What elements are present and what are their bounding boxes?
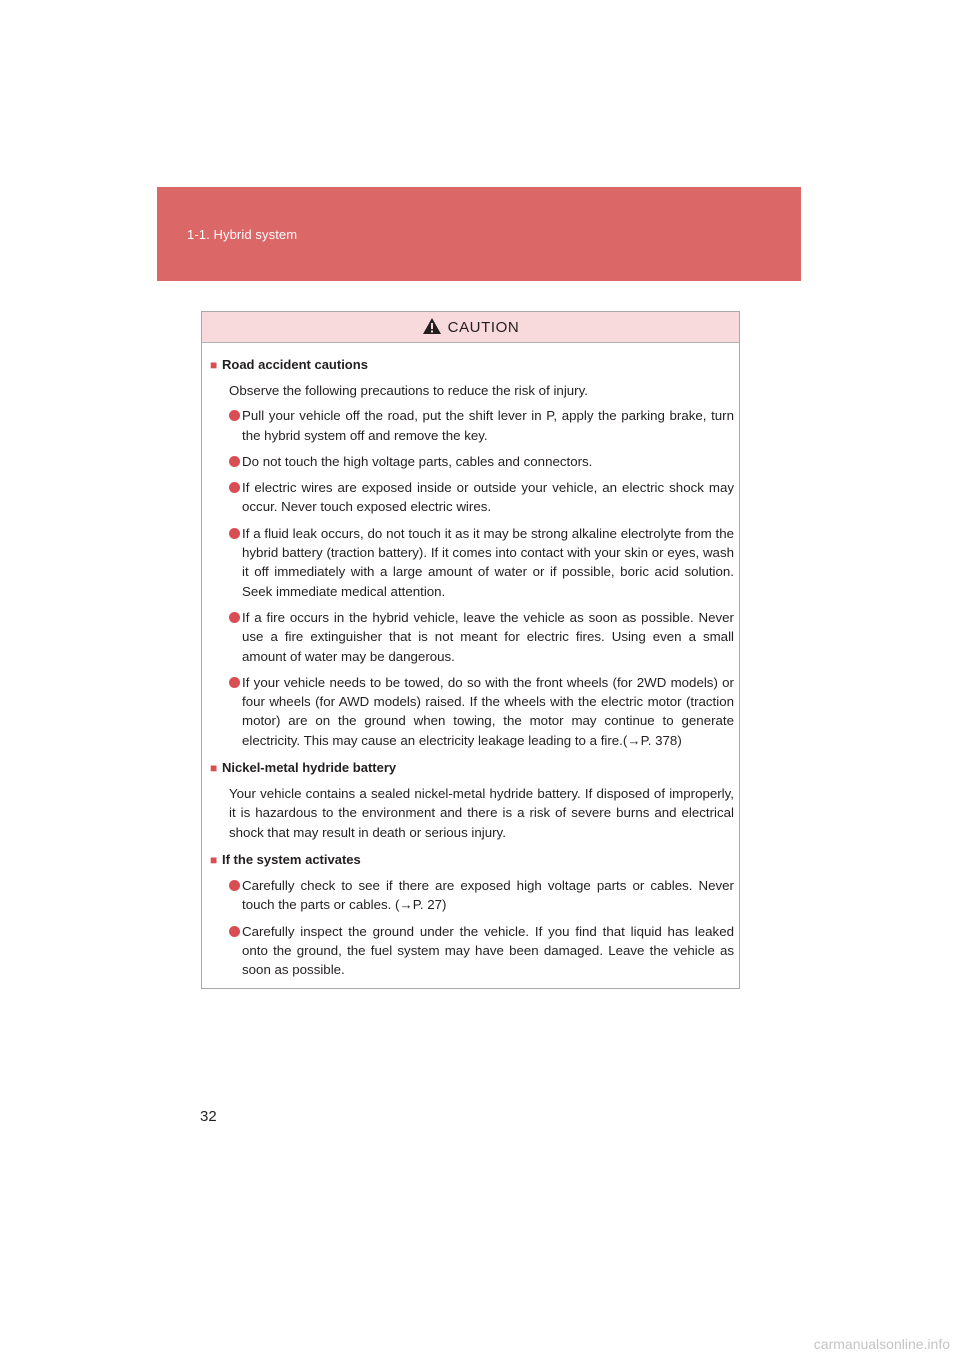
list-item: Carefully check to see if there are exposed high voltage parts or cables. Never touch the parts or cables. (→P. 27) — [229, 876, 734, 915]
bullet-list — [210, 406, 734, 750]
warning-triangle-icon — [422, 317, 442, 335]
square-bullet-icon: ■ — [210, 358, 218, 372]
list-item: If your vehicle needs to be towed, do so with the front wheels (for 2WD models) or four wheels (for AWD models) raised. If the wheels with the electric motor (traction motor) are on the ground when towing, the motor may continue to generate electricity. This may cause an electricity leakage leading to a fire.(→P. 378) — [229, 673, 734, 750]
page-number: 32 — [200, 1108, 217, 1125]
section-system-activates — [210, 850, 734, 979]
bullet-dot-icon — [229, 926, 240, 937]
square-bullet-icon: ■ — [210, 761, 218, 776]
section-header-band — [157, 187, 801, 281]
bullet-dot-icon — [229, 410, 240, 421]
bullet-list — [210, 876, 734, 979]
section-title: Road accident cautions — [222, 357, 368, 372]
section-intro: Observe the following precautions to reduce the risk of injury. — [229, 383, 588, 398]
bullet-dot-icon — [229, 677, 240, 688]
bullet-dot-icon — [229, 528, 240, 539]
caution-body — [202, 343, 739, 979]
list-item: If a fire occurs in the hybrid vehicle, leave the vehicle as soon as possible. Never use a fire extinguisher that is not meant for electric fires. Using even a small amount of water may be dangerous. — [229, 608, 734, 666]
bullet-dot-icon — [229, 482, 240, 493]
section-intro: Your vehicle contains a sealed nickel-metal hydride battery. If disposed of improperly, it is hazardous to the environment and there is a risk of severe burns and electrical shock that may result in death or serious injury. — [229, 786, 734, 840]
square-bullet-icon: ■ — [210, 852, 218, 867]
section-title: If the system activates — [222, 851, 361, 867]
section-nickel-metal-battery — [210, 758, 734, 842]
list-item: If electric wires are exposed inside or outside your vehicle, an electric shock may occur. Never touch exposed electric wires. — [229, 478, 734, 517]
list-item: Carefully inspect the ground under the vehicle. If you find that liquid has leaked onto the ground, the fuel system may have been damaged. Leave the vehicle as soon as possible. — [229, 922, 734, 980]
section-road-accident — [210, 355, 734, 750]
caution-header — [202, 312, 739, 343]
section-title: Nickel-metal hydride battery — [222, 760, 397, 776]
list-item: If a fluid leak occurs, do not touch it as it may be strong alkaline electrolyte from the hybrid battery (traction battery). If it comes into contact with your skin or eyes, wash it off immediately with a large amount of water or if possible, boric acid solution. Seek immediate medical attention. — [229, 524, 734, 601]
caution-title: CAUTION — [447, 318, 520, 336]
bullet-dot-icon — [229, 612, 240, 623]
list-item: Pull your vehicle off the road, put the shift lever in P, apply the parking brake, turn the hybrid system off and remove the key. — [229, 406, 734, 445]
watermark: carmanualsonline.info — [813, 1336, 950, 1352]
bullet-dot-icon — [229, 456, 240, 467]
bullet-dot-icon — [229, 880, 240, 891]
caution-box — [201, 311, 740, 989]
section-label: 1-1. Hybrid system — [187, 227, 298, 242]
list-item: Do not touch the high voltage parts, cables and connectors. — [229, 452, 734, 471]
